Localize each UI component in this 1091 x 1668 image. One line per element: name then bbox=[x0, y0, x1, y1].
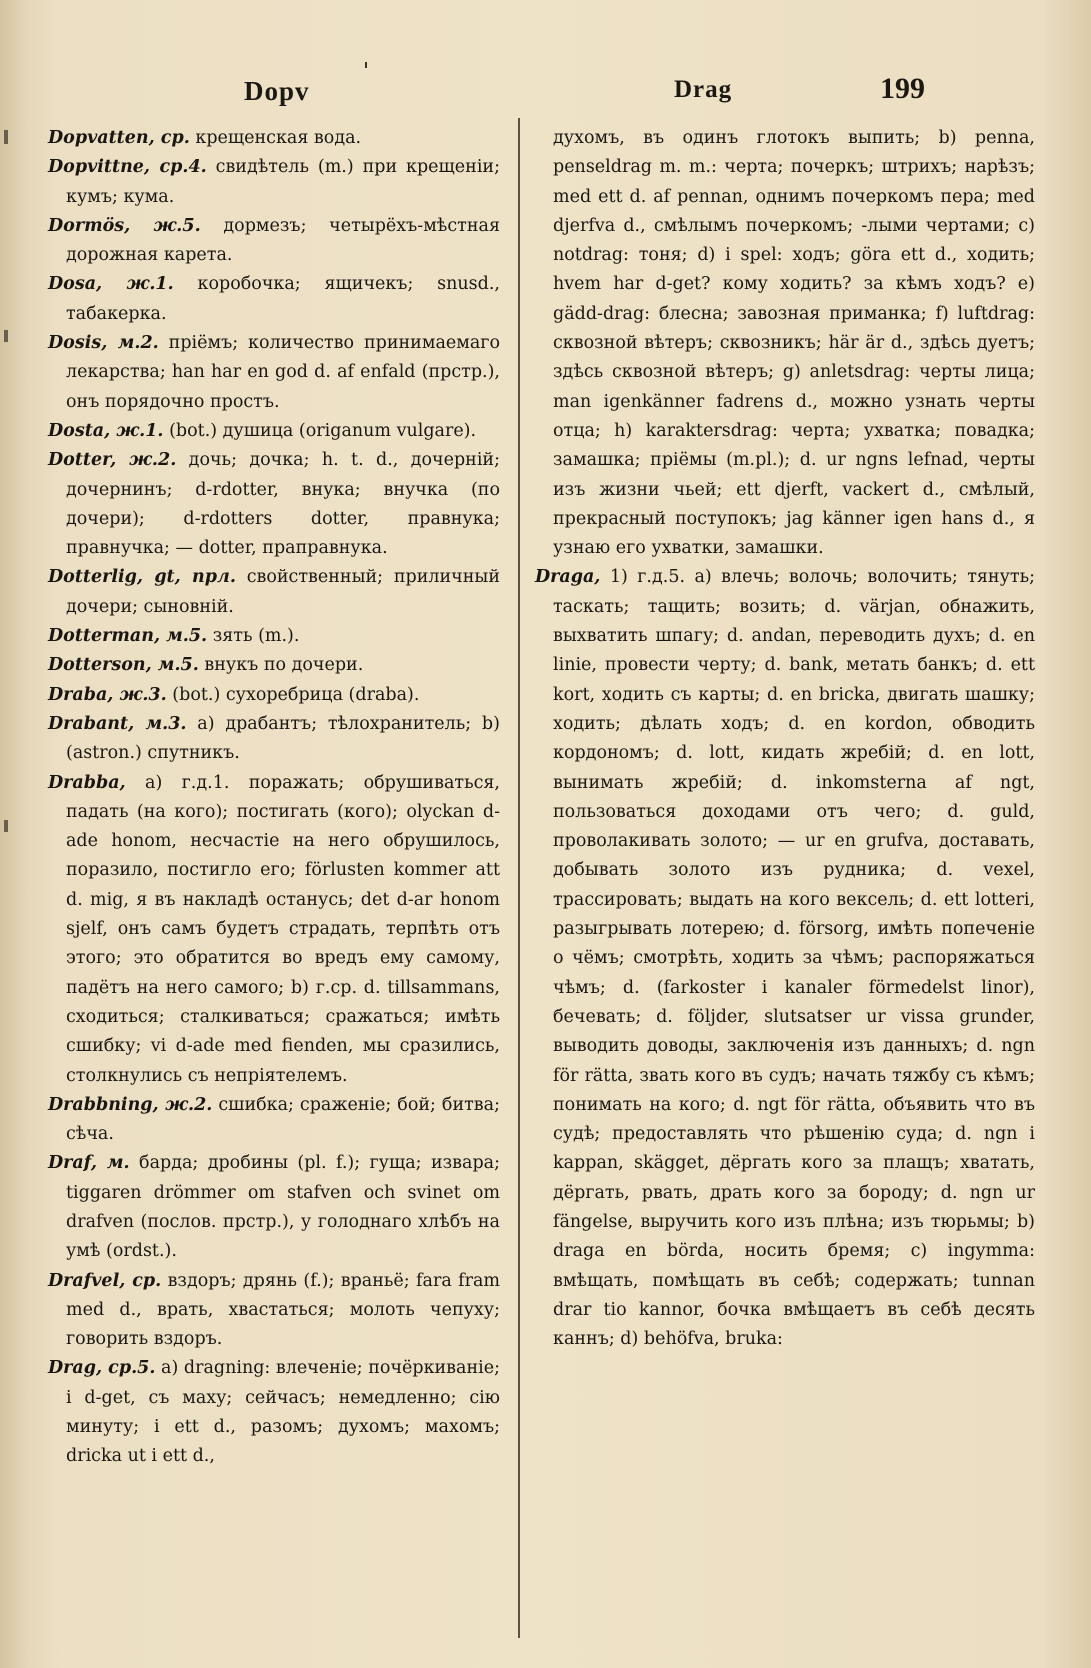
dictionary-entry bbox=[535, 563, 1035, 1354]
entry-definition: свойственный; приличный дочери; сыновній. bbox=[66, 567, 500, 617]
dictionary-entry bbox=[48, 651, 500, 680]
entry-headword: Drabba, bbox=[48, 772, 126, 793]
entry-definition: внукъ по дочери. bbox=[204, 655, 364, 676]
entry-definition: крещенская вода. bbox=[195, 128, 362, 148]
entry-definition: a) драбантъ; тѣлохранитель; b) (astron.) спутникъ. bbox=[66, 713, 500, 764]
entry-definition: (bot.) сухоребрица (draba). bbox=[172, 684, 420, 705]
entry-headword: Dotterson, м.5. bbox=[48, 655, 199, 676]
entry-headword: Dormös, ж.5. bbox=[48, 215, 201, 236]
entry-headword: Dotterlig, gt, прл. bbox=[48, 567, 236, 588]
dictionary-entry bbox=[535, 124, 1035, 563]
entry-definition: коробочка; ящичекъ; snusd., табакерка. bbox=[66, 274, 500, 324]
print-mark bbox=[365, 62, 367, 68]
entry-headword: Drafvel, ср. bbox=[48, 1270, 162, 1291]
dictionary-entry bbox=[48, 270, 500, 329]
dictionary-entry bbox=[48, 212, 500, 271]
dictionary-entry bbox=[48, 417, 500, 446]
header-right-word: Drag bbox=[674, 76, 733, 103]
dictionary-entry bbox=[48, 622, 500, 651]
dictionary-entry bbox=[48, 153, 500, 212]
entry-headword: Dosis, м.2. bbox=[48, 333, 159, 354]
entry-definition: (bot.) душица (origanum vulgare). bbox=[169, 420, 477, 441]
entry-headword: Dotterman, м.5. bbox=[48, 626, 208, 647]
entry-headword: Dosta, ж.1. bbox=[48, 420, 164, 441]
entry-definition: дочь; дочка; h. t. d., дочерній; дочернинъ; d-rdotter, внука; внучка (по дочери); d-rdotters dotter, правнука; правнучка; — dotter, праправнука. bbox=[66, 450, 500, 559]
left-column bbox=[48, 124, 500, 1472]
column-divider bbox=[518, 118, 520, 1638]
entry-definition: зять (m.). bbox=[212, 626, 300, 647]
dictionary-entry bbox=[48, 1354, 500, 1471]
edge-mark bbox=[4, 820, 8, 832]
entry-headword: Draba, ж.3. bbox=[48, 684, 167, 705]
dictionary-entry bbox=[48, 124, 500, 153]
entry-definition: a) dragning: влеченіе; почёркиваніе; i d-get, съ маху; сейчасъ; немедленно; сію минуту; i ett d., разомъ; духомъ; махомъ; dricka ut i ett d., bbox=[66, 1358, 500, 1467]
entry-definition: вздоръ; дрянь (f.); враньё; fara fram med d., врать, хвастаться; молоть чепуху; говорить вздоръ. bbox=[66, 1270, 500, 1350]
entry-headword: Draga, bbox=[535, 567, 601, 588]
entry-headword: Drag, ср.5. bbox=[48, 1358, 156, 1379]
page-number: 199 bbox=[880, 72, 925, 105]
entry-definition: a) г.д.1. поражать; обрушиваться, падать (на кого); постигать (кого); olyckan d-ade honom, несчастіе на него обрушилось, поразило, постигло его; förlusten kommer att d. mig, я въ накладѣ останусь; det d-ar honom sjelf, онъ самъ будетъ страдать, терпѣть отъ этого; это обратится во вредъ ему самому, падётъ на него самого; b) г.ср. d. tillsammans, сходиться; сталкиваться; сражаться; имѣть сшибку; vi d-ade med fienden, мы сразились, столкнулись съ непріятелемъ. bbox=[66, 772, 500, 1086]
entry-definition: пріёмъ; количество принимаемаго лекарства; han har en god d. af enfald (прстр.), онъ порядочно простъ. bbox=[66, 333, 500, 412]
entry-definition: барда; дробины (pl. f.); гуща; извара; tiggaren drömmer om stafven och svinet om drafven (послов. прстр.), у голоднаго хлѣбъ на умѣ (ordst.). bbox=[66, 1153, 500, 1262]
entry-definition: свидѣтель (m.) при крещеніи; кумъ; кума. bbox=[66, 157, 500, 207]
entry-definition: духомъ, въ одинъ глотокъ выпить; b) penna, penseldrag m. m.: черта; почеркъ; штрихъ; нарѣзъ; med ett d. af pennan, однимъ почеркомъ пера; med djerfva d., смѣлымъ почеркомъ; -лыми чертами; c) notdrag: тоня; d) i spel: ходъ; göra ett d., ходить; hvem har d-get? кому ходить? за кѣмъ ходъ? e) gädd-drag: блесна; завозная приманка; f) luftdrag: сквозной вѣтеръ; сквозникъ; här är d., здѣсь дуетъ; здѣсь сквозной вѣтеръ; g) anletsdrag: черты лица; man igenkänner fadrens d., можно узнать черты отца; h) karaktersdrag: черта; ухватка; повадка; замашка; пріёмы (m.pl.); d. ur ngns lefnad, черты изъ жизни чьей; ett djerft, vackert d., смѣлый, прекрасный поступокъ; jag känner igen hans d., я узнаю его ухватки, замашки. bbox=[553, 128, 1035, 559]
entry-headword: Drabant, м.3. bbox=[48, 713, 187, 734]
entry-headword: Drabbning, ж.2. bbox=[48, 1094, 213, 1115]
right-column bbox=[535, 124, 1035, 1354]
dictionary-entry bbox=[48, 446, 500, 563]
entry-headword: Dosa, ж.1. bbox=[48, 274, 174, 295]
entry-definition: дормезъ; четырёхъ-мѣстная дорожная карета. bbox=[66, 215, 500, 266]
entry-headword: Dopvittne, ср.4. bbox=[48, 157, 207, 178]
header-left-word: Dopv bbox=[244, 76, 310, 106]
edge-mark bbox=[4, 130, 8, 144]
entry-headword: Dopvatten, ср. bbox=[48, 128, 190, 148]
edge-mark bbox=[4, 330, 8, 342]
dictionary-entry bbox=[48, 769, 500, 1091]
entry-definition: сшибка; сраженіе; бой; битва; сѣча. bbox=[66, 1094, 500, 1145]
dictionary-entry bbox=[48, 329, 500, 417]
dictionary-entry bbox=[48, 681, 500, 710]
dictionary-entry bbox=[48, 563, 500, 622]
entry-definition: 1) г.д.5. a) влечь; волочь; волочить; тянуть; таскать; тащить; возить; d. värjan, обнажить, выхватить шпагу; d. andan, переводить духъ; d. en linie, провести черту; d. bank, метать банкъ; d. ett kort, ходить съ карты; d. en bricka, двигать шашку; ходить; дѣлать ходъ; d. en kordon, обводить кордономъ; d. lott, кидать жребій; d. en lott, вынимать жребій; d. inkomsterna af ngt, пользоваться доходами отъ чего; d. guld, проволакивать золото; — ur en grufva, доставать, добывать золото изъ рудника; d. vexel, трассировать; выдать на кого вексель; d. ett lotteri, разыгрывать лотерею; d. försorg, имѣть попеченіе о чёмъ; смотрѣть, ходить за чѣмъ; распоряжаться чѣмъ; d. (farkoster i kanaler förmedelst linor), бечевать; d. följder, slutsatser ur vissa grunder, выводить доводы, заключенія изъ данныхъ; d. ngn för rätta, звать кого въ судъ; начать тяжбу съ кѣмъ; понимать на кого; d. ngt för rätta, объявить что въ судѣ; предоставлять что рѣшенію суда; d. ngn i kappan, skägget, дёргать кого за плащъ; хватать, дёргать, рвать, драть кого за бороду; d. ngn ur fängelse, выручить кого изъ плѣна; изъ тюрьмы; b) draga en börda, носить бремя; c) ingymma: вмѣщать, помѣщать въ себѣ; содержать; tunnan drar tio kannor, бочка вмѣщаетъ въ себѣ десять каннъ; d) behöfva, bruka: bbox=[553, 567, 1035, 1350]
entry-headword: Dotter, ж.2. bbox=[48, 450, 177, 471]
dictionary-entry bbox=[48, 710, 500, 769]
dictionary-entry bbox=[48, 1267, 500, 1355]
dictionary-entry bbox=[48, 1091, 500, 1150]
dictionary-entry bbox=[48, 1149, 500, 1266]
entry-headword: Draf, м. bbox=[48, 1153, 130, 1174]
